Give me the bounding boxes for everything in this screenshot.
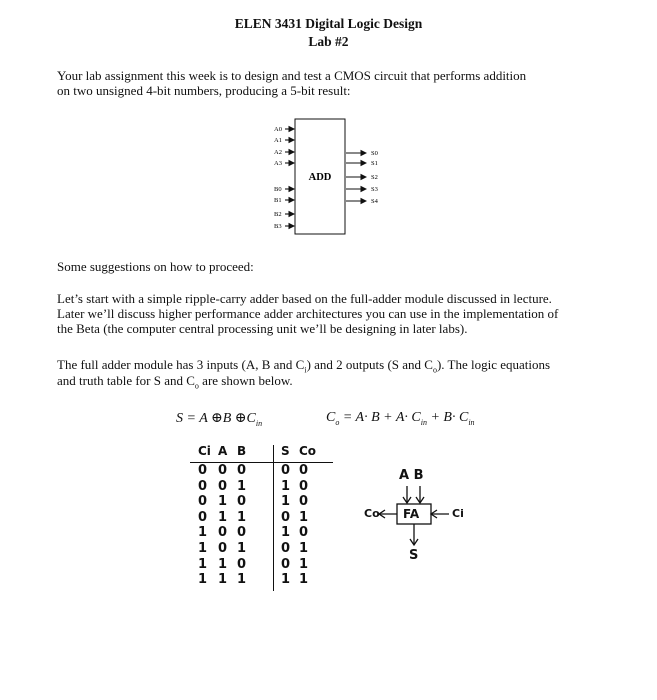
table-cell: 0: [198, 478, 208, 494]
output-s4-label: S4: [371, 198, 378, 205]
table-cell: 1: [281, 494, 291, 510]
table-cell: 1: [299, 556, 309, 572]
output-s2-label: S2: [371, 174, 378, 181]
input-a2-label: A2: [274, 149, 282, 156]
table-cell: 0: [198, 463, 208, 478]
p2-text-b: ) and 2 outputs (S and C: [306, 357, 433, 372]
add-block-label: ADD: [308, 172, 332, 183]
table-cell: 0: [299, 525, 309, 541]
table-cell: 0: [281, 556, 291, 572]
truth-table-header-rule: [190, 462, 333, 463]
fa-sum-label: S: [409, 548, 419, 563]
fa-block-label: FA: [403, 507, 420, 521]
p2-line2-sub-o: o: [194, 381, 199, 391]
input-a1-label: A1: [274, 137, 282, 144]
input-a0-label: A0: [274, 126, 282, 133]
input-b1-label: B1: [274, 197, 282, 204]
a-input-labels: [274, 126, 282, 167]
p2-line2-text-b: are shown below.: [198, 373, 293, 388]
input-b3-label: B3: [274, 223, 282, 230]
table-cell: 1: [198, 572, 208, 588]
tt-header-b: B: [237, 444, 247, 458]
table-cell: 0: [198, 494, 208, 510]
page-subtitle: Lab #2: [308, 34, 349, 49]
suggestions-p2-line2: [57, 373, 617, 394]
carry-equation: [326, 410, 475, 427]
output-s3-label: S3: [371, 186, 378, 193]
table-cell: 1: [281, 525, 291, 541]
suggestions-heading: Some suggestions on how to proceed:: [57, 259, 254, 274]
table-cell: 0: [218, 463, 228, 478]
table-cell: 0: [237, 463, 247, 478]
suggestions-p1-line1: Let’s start with a simple ripple-carry adder based on the full-adder module discussed in lecture.: [57, 291, 552, 306]
p2-text-c: ). The logic equations: [436, 357, 551, 372]
table-cell: 1: [281, 478, 291, 494]
table-cell: 0: [218, 541, 228, 556]
table-cell: 1: [299, 509, 309, 525]
suggestions-p1-line2: Later we’ll discuss higher performance adder architectures you can use in the implementation of: [57, 306, 559, 321]
table-cell: 1: [198, 525, 208, 541]
adder-block-diagram: [255, 118, 395, 236]
carry-eq-term2-sub: in: [468, 417, 475, 427]
full-adder-diagram: [357, 466, 467, 576]
table-cell: 0: [281, 509, 291, 525]
intro-line-2: on two unsigned 4-bit numbers, producing a 5-bit result:: [57, 83, 351, 98]
tt-header-a: A: [218, 444, 228, 458]
sum-output-arrows: [346, 153, 366, 201]
a-input-arrows: [285, 129, 294, 163]
table-cell: 0: [237, 525, 247, 541]
table-cell: 1: [218, 556, 228, 572]
fa-carry-out-label: Co: [364, 507, 380, 520]
table-cell: 0: [299, 478, 309, 494]
p2-line2-text-a: and truth table for S and C: [57, 373, 195, 388]
table-cell: 1: [237, 509, 247, 525]
fa-inputs-label: A B: [399, 468, 424, 483]
table-cell: 0: [237, 494, 247, 510]
carry-eq-lhs-sub: o: [335, 417, 340, 427]
table-cell: 1: [299, 541, 309, 556]
table-cell: 1: [218, 509, 228, 525]
suggestions-p1-line3: the Beta (the computer central processing unit we’ll be designing in later labs).: [57, 321, 468, 336]
input-b0-label: B0: [274, 186, 282, 193]
table-cell: 0: [218, 478, 228, 494]
carry-eq-lhs: C: [326, 410, 336, 425]
table-cell: 1: [237, 572, 247, 588]
table-cell: 0: [299, 463, 309, 478]
tt-header-ci: Ci: [198, 444, 211, 458]
fa-carry-in-label: Ci: [452, 507, 464, 520]
output-s0-label: S0: [371, 150, 378, 157]
b-input-labels: [274, 186, 282, 230]
table-cell: 1: [237, 478, 247, 494]
sum-eq-lhs: S: [176, 411, 183, 426]
table-cell: 1: [198, 556, 208, 572]
carry-eq-term2: + B· C: [426, 410, 469, 425]
input-b2-label: B2: [274, 211, 282, 218]
table-cell: 1: [218, 572, 228, 588]
table-cell: 0: [218, 525, 228, 541]
tt-header-co: Co: [299, 444, 317, 458]
table-cell: 0: [281, 463, 291, 478]
sum-output-labels: [371, 150, 379, 205]
table-cell: 0: [237, 556, 247, 572]
carry-eq-term1-sub: in: [420, 417, 427, 427]
b-input-arrows: [285, 189, 294, 226]
tt-header-s: S: [281, 444, 290, 458]
sum-eq-sub: in: [255, 418, 263, 428]
sum-equation: [176, 410, 262, 428]
sum-eq-body: = A ⊕B ⊕C: [186, 411, 256, 426]
truth-table-divider: [273, 445, 274, 591]
table-cell: 1: [198, 541, 208, 556]
table-cell: 0: [281, 541, 291, 556]
table-cell: 1: [237, 541, 247, 556]
p2-sub-i: i: [304, 365, 307, 375]
table-cell: 0: [299, 494, 309, 510]
carry-eq-term1: = A· B + A· C: [342, 410, 421, 425]
table-cell: 1: [299, 572, 309, 588]
p2-text-a: The full adder module has 3 inputs (A, B and C: [57, 357, 305, 372]
truth-table: [190, 441, 335, 593]
table-cell: 1: [281, 572, 291, 588]
table-cell: 0: [198, 509, 208, 525]
table-cell: 1: [218, 494, 228, 510]
input-a3-label: A3: [274, 160, 282, 167]
intro-line-1: Your lab assignment this week is to design and test a CMOS circuit that performs addition: [57, 68, 527, 83]
p2-sub-o: o: [432, 365, 437, 375]
output-s1-label: S1: [371, 160, 378, 167]
page-title: ELEN 3431 Digital Logic Design: [234, 16, 423, 31]
